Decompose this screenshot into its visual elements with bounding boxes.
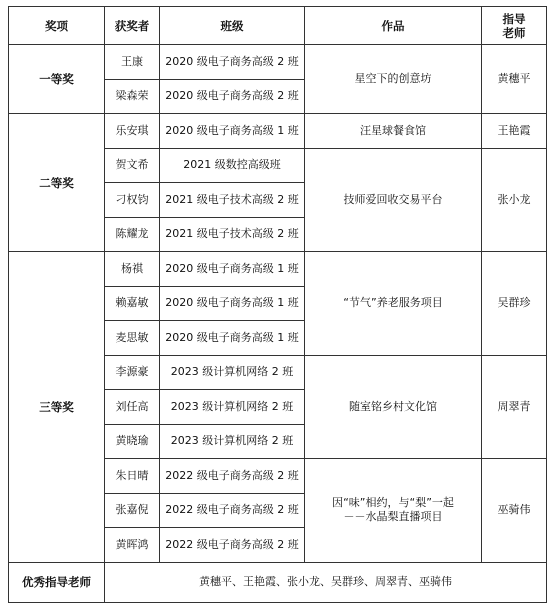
winner-class: 2022 级电子商务高级 2 班 [160, 528, 305, 563]
project-advisor: 周翠青 [482, 355, 547, 459]
winner-class: 2020 级电子商务高级 1 班 [160, 321, 305, 356]
project-work [305, 459, 482, 563]
project-advisor: 巫骑伟 [482, 459, 547, 563]
award-first: 一等奖 [9, 45, 105, 114]
winner-class: 2023 级计算机网络 2 班 [160, 424, 305, 459]
winner-name: 杨祺 [105, 252, 160, 287]
project-advisor: 张小龙 [482, 148, 547, 252]
footer-value: 黄穗平、王艳霞、张小龙、吴群珍、周翠青、巫骑伟 [105, 562, 547, 602]
winner-name: 黄晓瑜 [105, 424, 160, 459]
project-work: 星空下的创意坊 [305, 45, 482, 114]
table-row [9, 114, 547, 149]
winner-class: 2022 级电子商务高级 2 班 [160, 493, 305, 528]
table-row [9, 45, 547, 80]
header-class: 班级 [160, 7, 305, 45]
award-second: 二等奖 [9, 114, 105, 252]
winner-name: 梁森荣 [105, 79, 160, 114]
header-row [9, 7, 547, 45]
award-third: 三等奖 [9, 252, 105, 563]
winner-class: 2021 级电子技术高级 2 班 [160, 217, 305, 252]
winner-class: 2020 级电子商务高级 1 班 [160, 286, 305, 321]
project-advisor: 王艳霞 [482, 114, 547, 149]
project-advisor: 黄穗平 [482, 45, 547, 114]
winner-class: 2020 级电子商务高级 2 班 [160, 45, 305, 80]
winner-class: 2020 级电子商务高级 2 班 [160, 79, 305, 114]
winner-name: 王康 [105, 45, 160, 80]
winner-name: 麦思敏 [105, 321, 160, 356]
winner-class: 2023 级计算机网络 2 班 [160, 390, 305, 425]
winner-name: 贺文希 [105, 148, 160, 183]
project-advisor: 吴群珍 [482, 252, 547, 356]
header-award: 奖项 [9, 7, 105, 45]
project-work: 随室铭乡村文化馆 [305, 355, 482, 459]
winner-name: 黄晖鸿 [105, 528, 160, 563]
table-row [9, 252, 547, 287]
awards-table [8, 6, 547, 603]
project-work-line1: 因“味”相约，与“梨”一起 [332, 496, 454, 510]
winner-name: 刘任高 [105, 390, 160, 425]
winner-name: 刁权钧 [105, 183, 160, 218]
header-advisor-line1: 指导 [502, 11, 526, 26]
header-winner: 获奖者 [105, 7, 160, 45]
winner-name: 乐安琪 [105, 114, 160, 149]
winner-class: 2023 级计算机网络 2 班 [160, 355, 305, 390]
winner-class: 2022 级电子商务高级 2 班 [160, 459, 305, 494]
winner-name: 李源豪 [105, 355, 160, 390]
winner-name: 赖嘉敏 [105, 286, 160, 321]
winner-class: 2020 级电子商务高级 1 班 [160, 114, 305, 149]
winner-name: 陈耀龙 [105, 217, 160, 252]
winner-class: 2021 级数控高级班 [160, 148, 305, 183]
header-advisor-line2: 老师 [502, 25, 526, 40]
project-work: “节气”养老服务项目 [305, 252, 482, 356]
project-work: 技师爱回收交易平台 [305, 148, 482, 252]
winner-class: 2021 级电子技术高级 2 班 [160, 183, 305, 218]
project-work-line2: －－水晶梨直播项目 [343, 510, 443, 524]
winner-name: 张嘉倪 [105, 493, 160, 528]
header-advisor [482, 7, 547, 45]
winner-class: 2020 级电子商务高级 1 班 [160, 252, 305, 287]
winner-name: 朱日晴 [105, 459, 160, 494]
footer-label: 优秀指导老师 [9, 562, 105, 602]
header-work: 作品 [305, 7, 482, 45]
project-work: 汪星球餐食馆 [305, 114, 482, 149]
footer-row [9, 562, 547, 602]
